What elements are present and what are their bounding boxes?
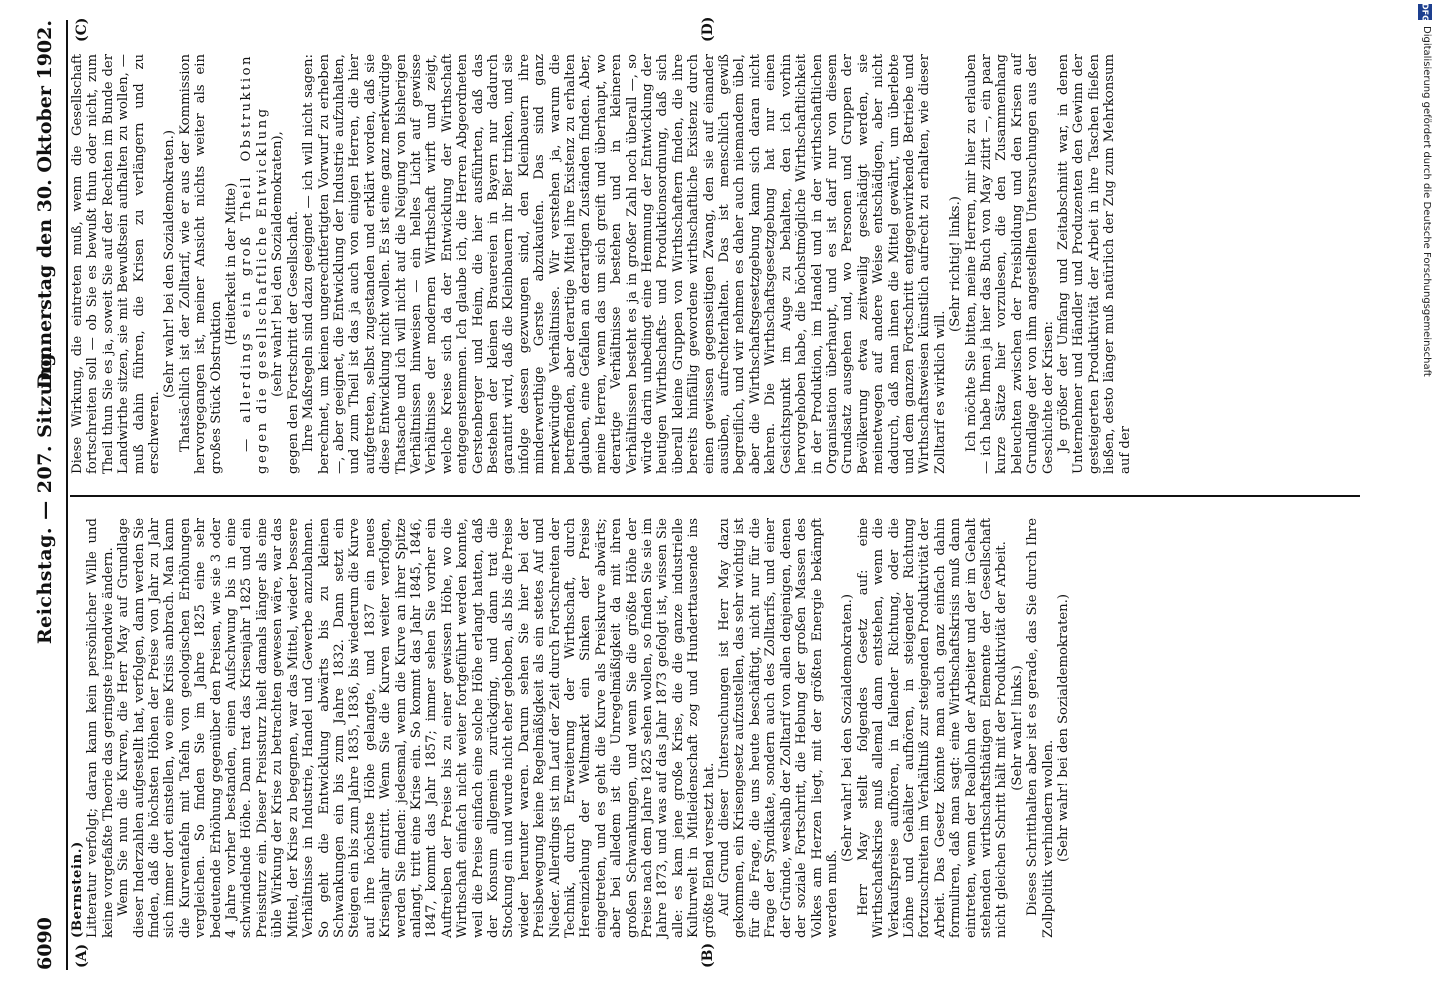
paragraph: gegen den Fortschritt der Gesellschaft. — [285, 210, 301, 474]
speaker-name: (Bernstein.) — [70, 841, 85, 938]
page-header — [28, 20, 66, 970]
header-rule — [66, 20, 68, 970]
right-column — [70, 54, 1360, 474]
column-divider — [70, 495, 1360, 497]
interjection: (Sehr wahr! bei den Sozialdemokraten.) — [1056, 594, 1071, 862]
interjection: (sehr wahr! bei den Sozialdemokraten), — [270, 131, 286, 397]
quoted-paragraph: Je größer der Umfang und Zeitabschnitt war, in denen Unternehmer und Händler und Produzenten den Gewinn der gesteigerten Produktivität der Arbeit in ihre Taschen fließen ließen, desto länger muß natürlich der Zug zum Mehrkonsum auf der — [1056, 54, 1133, 474]
left-column — [70, 518, 1360, 938]
interjection: (Sehr wahr! links.) — [1009, 665, 1025, 791]
margin-marker-c: (C) — [74, 17, 90, 42]
paragraph: Herr May stellt folgendes Gesetz auf: eine Wirthschaftskrise muß allemal dann entstehen, wenn die Verkaufspreise aufhören, in fallender Richtung, oder die Löhne und Gehälter aufhören, in steigender Richtung fortzuschreiten im Verhältniß zur steigenden Produktivität der Arbeit. Das Gesetz könnte man auch ganz einfach dahin formuliren, daß man sagt: eine Wirthschaftskrisis muß dann eintreten, wenn der Reallohn der Arbeiter und der im Gehalt stehenden wirthschaftsthätigen Elemente der Gesellschaft nicht gleichen Schritt hält mit der Produktivität der Arbeit. — [855, 518, 1010, 938]
dfg-logo: DFG — [1418, 4, 1432, 20]
interjection: (Sehr wahr! bei den Sozialdemokraten.) — [840, 594, 856, 862]
interjection: (Sehr richtig! links.) — [948, 196, 964, 332]
paragraph: — allerdings ein groß Theil Obstruktion gegen die gesellschaftliche Entwicklung — [239, 54, 270, 474]
interjection: (Heiterkeit in der Mitte) — [224, 182, 240, 346]
margin-marker-b: (B) — [700, 942, 716, 968]
interjection: (Sehr wahr! bei den Sozialdemokraten.) — [162, 130, 178, 398]
session-date: Donnerstag den 30. Oktober 1902. — [34, 20, 56, 389]
paragraph: Diese Wirkung, die eintreten muß, wenn die Gesellschaft fortschreiten soll — ob Sie es bewußt thun oder nicht, zum Theil thun Sie es ja, soweit Sie auf der Rechten im Bunde der Landwirthe sitzen, sie mit Bewußtsein aufhalten zu wollen, — muß dahin führen, die Krisen zu verlängern und zu erschweren. — [70, 54, 163, 474]
paragraph: Litteratur verfolgt; daran kann kein persönlicher Wille und keine vorgefaßte Theorie das geringste irgendwie ändern. — [85, 518, 116, 938]
margin-marker-d: (D) — [700, 16, 716, 42]
paragraph: Ich möchte Sie bitten, meine Herren, mir hier zu erlauben — ich habe Ihnen ja hier das Buch von May zitirt —, ein paar kurze Sätze hier vorzulesen, die den Zusammenhang beleuchten zwischen der Preisbildung und den Krisen auf Grundlage der von ihm angestellten Untersuchungen aus der Geschichte der Krisen: — [963, 54, 1056, 474]
paragraph: Wenn Sie nun die Kurven, die Herr May auf Grundlage dieser Inderzahlen aufgestellt hat, verfolgen, dann werden Sie finden, daß die höchsten Höhen der Preise von Jahr zu Jahr sich immer dort einstellen, wo eine Krisis anbrach. Man kann die Kurventafeln mit Tafeln von geologischen Erhöhungen vergleichen. So finden Sie im Jahre 1825 eine sehr bedeutende Erhöhung gegenüber den Preisen, wie sie 3 oder 4 Jahre vorher bestanden, einen Aufschwung bis in eine schwindelnde Höhe. Dann trat das Krisenjahr 1825 und ein Preissturz ein. Dieser Preissturz hielt damals länger als eine üble Wirkung der Krise zu betrachten gewesen wäre, war das Mittel, der Krise zu begegnen, war das Mittel, wieder bessere Verhältnisse in Industrie, Handel und Gewerbe anzubahnen. So geht die Entwicklung abwärts bis zu kleinen Schwankungen ein bis zum Jahre 1832. Dann setzt ein Steigen ein bis zum Jahre 1835, 1836, bis wiederum die Kurve auf ihre höchste Höhe gelangte, und 1837 ein neues Krisenjahr eintritt. Wenn Sie die Kurven weiter verfolgen, werden Sie finden: jedesmal, wenn die Kurve an ihrer Spitze anlangt, tritt eine Krise ein. So kommt das Jahr 1845, 1846, 1847, kommt das Jahr 1857; immer sehen Sie vorher ein Auftreiben der Preise bis zu einer gewissen Höhe, wo die Wirthschaft einfach nicht weiter fortgeführt werden konnte, weil die Preise einfach eine solche Höhe erlangt hatten, daß der Konsum allgemein zurückging, und dann trat die Stockung ein und wurde nicht eher gehoben, als bis die Preise wieder herunter waren. Darum sehen Sie hier bei der Preisbewegung keine Regelmäßigkeit als ein stetes Auf und Nieder. Allerdings ist im Lauf der Zeit durch Fortschreiten der Technik, durch Erweiterung der Wirthschaft, durch Hereinziehung der Weltmarkt ein Sinken der Preise eingetreten, und es geht die Kurve als Preiskurve abwärts; aber bei alledem ist die Unregelmäßigkeit da mit ihren großen Schwankungen, und wenn Sie die größte Höhe der Preise nach dem Jahre 1825 sehen wollen, so finden Sie sie im Jahre 1873, und was auf das Jahr 1873 gefolgt ist, wissen Sie alle: es kam jene große Krise, die die ganze industrielle Kulturwelt in Mitleidenschaft zog und Hunderttausende ins größte Elend versetzt hat. — [116, 518, 717, 938]
paragraph: Dieses Schritthalten aber ist es gerade, das Sie durch Ihre Zollpolitik verhindern wollen. — [1025, 518, 1056, 938]
session-title: Reichstag. — 207. Sitzung. — [34, 345, 56, 645]
paragraph: Auf Grund dieser Untersuchungen ist Herr May dazu gekommen, ein Krisengesetz aufzustellen, das sehr wichtig ist für die Frage, die uns heute beschäftigt, nicht nur für die Frage der Syndikate, sondern auch des Zolltarifs, und einer der Gründe, weshalb der Zolltarif von allen denjenigen, denen der soziale Fortschritt, die Hebung der großen Massen des Volkes am Herzen liegt, mit der größten Energie bekämpft werden muß. — [717, 518, 840, 938]
margin-marker-a: (A) — [74, 943, 90, 968]
paragraph: Thatsächlich ist der Zolltarif, wie er aus der Kommission hervorgegangen ist, meiner Ansicht nichts weiter als ein großes Stück Obstruktion — [177, 54, 224, 474]
digitization-note: Digitalisierung gefördert durch die Deutsche Forschungsgemeinschaft — [1421, 26, 1432, 377]
paragraph: Ihre Maßregeln sind dazu geeignet — ich will nicht sagen: berechnet, um keinen ungerechtfertigten Vorwurf zu erheben —, aber geeignet, die Entwicklung der Industrie aufzuhalten, und zum Theil ist das ja auch von einigen Herren, die hier aufgetreten, selbst zugestanden und erklärt worden, daß sie diese Entwicklung nicht wollen. Es ist eine ganz merkwürdige Thatsache und ich will nicht auf die Neigung von bisherigen Verhältnissen hinweisen — ein helles Licht auf gewisse Verhältnisse der modernen Wirthschaft wirft und zeigt, welche Kreise sich da der Entwicklung der Wirthschaft entgegenstemmen. Ich glaube ich, die Herren Abgeordneten Gerstenberger und Heim, die hier ausführten, daß das Bestehen der kleinen Brauereien in Bayern nur dadurch garantirt wird, daß die Kleinbauern ihr Bier trinken, und sie infolge dessen gezwungen sind, den Kleinbauern ihre minderwerthige Gerste abzukaufen. Das sind ganz merkwürdige Verhältnisse. Wir verstehen ja, warum die betreffenden, aber derartige Mittel ihre Existenz zu erhalten glauben, eine Gefallen an derartigen Zuständen finden. Aber, meine Herren, wenn das um sich greift und überhaupt, wo derartige Verhältnisse bestehen und in kleineren Verhältnissen besteht es ja in großer Zahl noch überall —, so würde darin unbedingt eine Hemmung der Entwicklung der heutigen Wirthschafts- und Produktionsordnung, daß sich überall kleine Gruppen von Wirthschaftern finden, die ihre bereits hinfällig gewordene wirthschaftliche Existenz durch einen gewissen gegenseitigen Zwang, den sie auf einander ausüben, aufrechterhalten. Das ist menschlich gewiß begreiflich, und wir nehmen es daher auch niemandem übel, aber die Wirthschaftsgesetzgebung kann sich daran nicht kehren. Die Wirthschaftsgesetzgebung hat nur einen Gesichtspunkt im Auge zu behalten, den ich vorhin hervorgehoben habe, die höchstmögliche Wirthschaftlichkeit in der Produktion, im Handel und in der wirthschaftlichen Organisation überhaupt, und es ist darf nur von diesem Grundsatz ausgehen und, wo Personen und Gruppen der Bevölkerung etwa zeitweilig geschädigt werden, sie meinetwegen auf andere Weise entschädigen, aber nicht dadurch, daß man ihnen die Mittel gewährt, um überlebte und dem ganzen Fortschritt entgegenwirkende Betriebe und Wirthschaftsweisen künstlich aufrecht zu erhalten, wie dieser Zolltarif es wirklich will. — [301, 54, 948, 474]
page-number: 6090 — [34, 917, 56, 970]
